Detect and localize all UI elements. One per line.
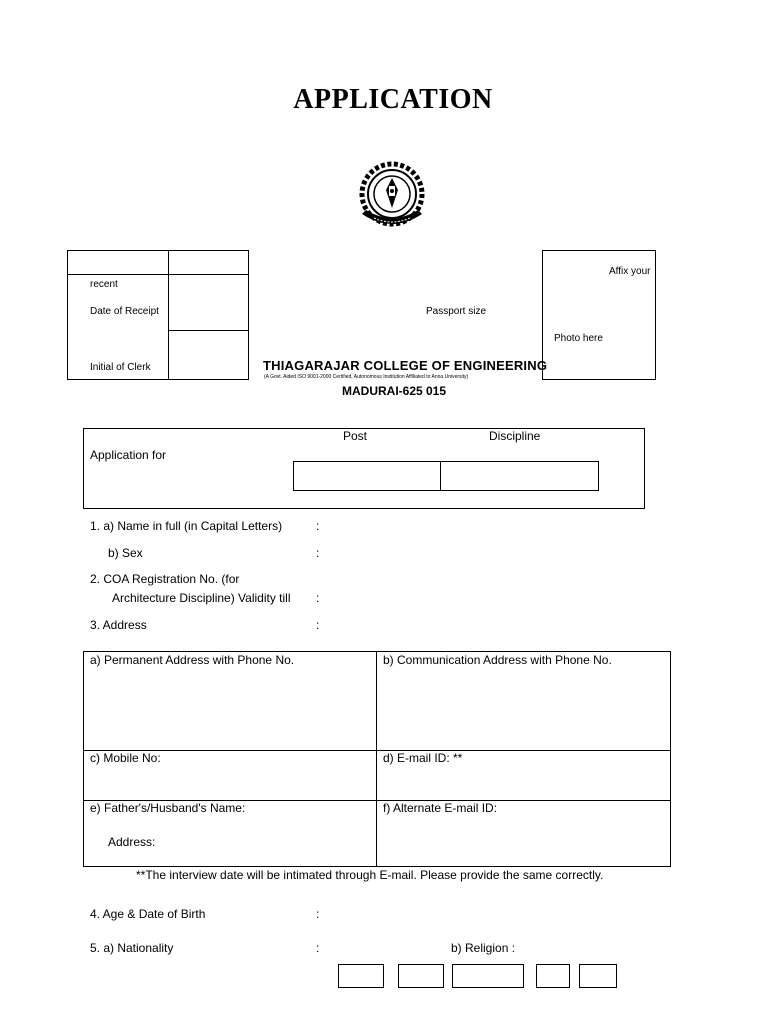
coa-label-line2: Architecture Discipline) Validity till [112, 591, 291, 605]
recent-label: recent [90, 279, 118, 290]
coa-label-line1: 2. COA Registration No. (for [90, 572, 240, 586]
nationality-colon: : [316, 941, 320, 955]
college-emblem-icon [352, 156, 432, 236]
college-affiliation: (A Govt. Aided ISO 9001-2000 Certified, Autonomous Institution Affiliated to Anna University) [264, 374, 469, 380]
page-title: APPLICATION [293, 84, 493, 115]
photo-instruction-line1: Affix your [609, 266, 651, 277]
application-for-label: Application for [90, 448, 167, 462]
mobile-label: c) Mobile No: [90, 751, 161, 765]
age-colon: : [316, 907, 320, 921]
post-header: Post [343, 429, 368, 443]
permanent-address-label: a) Permanent Address with Phone No. [90, 653, 295, 667]
interview-note: **The interview date will be intimated through E-mail. Please provide the same correctly. [136, 868, 604, 882]
name-label: 1. a) Name in full (in Capital Letters) [90, 519, 283, 533]
age-dob-label: 4. Age & Date of Birth [90, 907, 206, 921]
dob-box-2[interactable] [398, 964, 444, 988]
coa-colon: : [316, 591, 320, 605]
religion-label: b) Religion : [451, 941, 516, 955]
college-city: MADURAI-625 015 [342, 384, 447, 398]
sex-colon: : [316, 546, 320, 560]
dob-box-5[interactable] [579, 964, 617, 988]
father-address-label: Address: [108, 835, 156, 849]
address-table [83, 651, 671, 867]
address-label: 3. Address [90, 618, 147, 632]
initial-of-clerk-label: Initial of Clerk [90, 362, 151, 373]
email-label: d) E-mail ID: ** [383, 751, 463, 765]
dob-box-4[interactable] [536, 964, 570, 988]
nationality-label: 5. a) Nationality [90, 941, 174, 955]
address-colon: : [316, 618, 320, 632]
sex-label: b) Sex [108, 546, 143, 560]
discipline-input[interactable] [440, 461, 599, 491]
dob-box-1[interactable] [338, 964, 384, 988]
communication-address-label: b) Communication Address with Phone No. [383, 653, 612, 667]
alternate-email-label: f) Alternate E-mail ID: [383, 801, 498, 815]
father-name-label: e) Father's/Husband's Name: [90, 801, 246, 815]
discipline-header: Discipline [489, 429, 541, 443]
post-input[interactable] [293, 461, 441, 491]
dob-box-3[interactable] [452, 964, 524, 988]
photo-instruction-line3: Photo here [554, 333, 603, 344]
college-name: THIAGARAJAR COLLEGE OF ENGINEERING [263, 358, 548, 373]
date-of-receipt-label: Date of Receipt [90, 306, 159, 317]
name-colon: : [316, 519, 320, 533]
photo-instruction-line2: Passport size [426, 306, 487, 317]
